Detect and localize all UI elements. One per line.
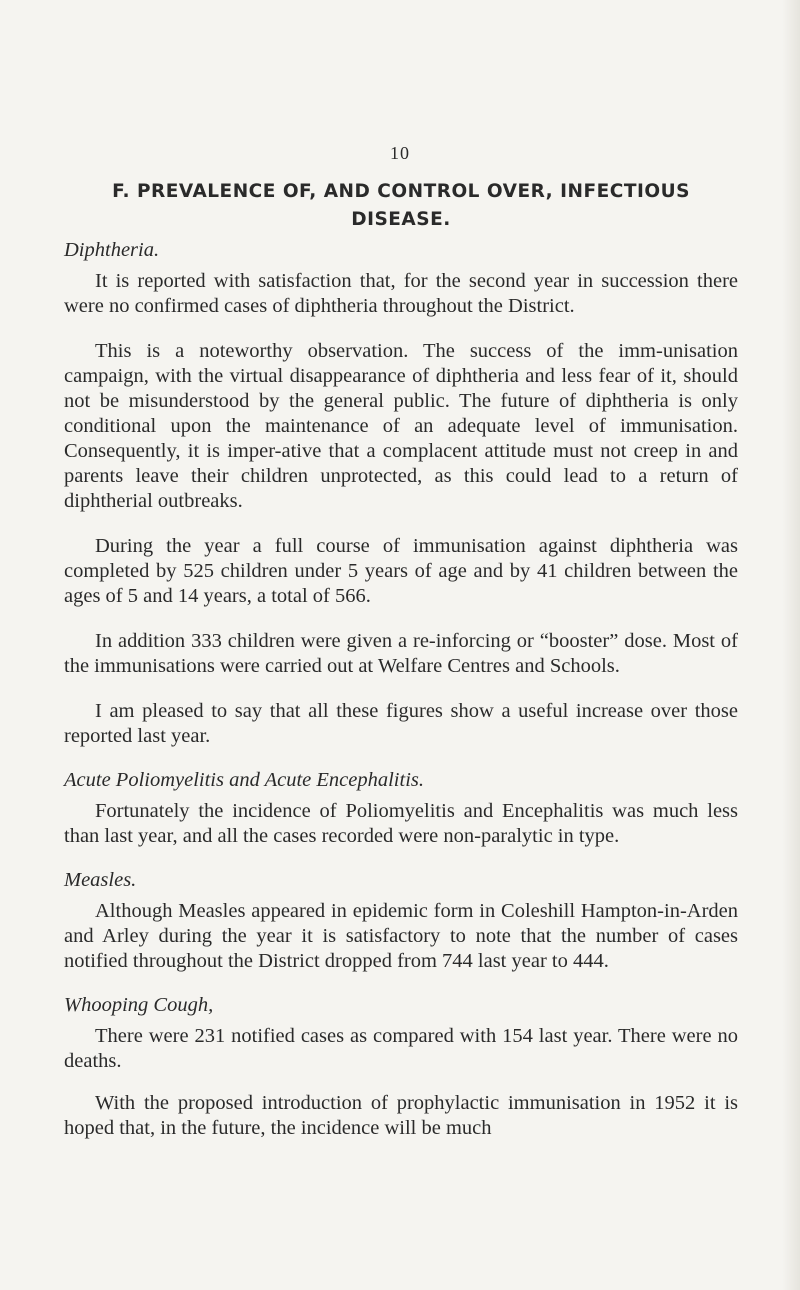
page-body — [64, 178, 738, 1161]
paragraph-poliomyelitis: Fortunately the incidence of Poliomyelitis and Encephalitis was much less than last year, and all the cases recorded were non-paralytic in type. — [64, 800, 738, 847]
paragraph-diphtheria-5: I am pleased to say that all these figures show a useful increase over those reported last year. — [64, 700, 738, 747]
paragraph-whooping-cough-2: With the proposed introduction of prophylactic immunisation in 1952 it is hoped that, in the future, the incidence will be much — [64, 1092, 738, 1139]
page-edge-shadow — [782, 0, 800, 1290]
paragraph-diphtheria-3: During the year a full course of immunisation against diphtheria was completed by 525 children under 5 years of age and by 41 children between the ages of 5 and 14 years, a total of 566. — [64, 535, 738, 607]
paragraph-measles: Although Measles appeared in epidemic form in Coleshill Hampton-in-Arden and Arley during the year it is satisfactory to note that the number of cases notified throughout the District dropped from 744 last year to 444. — [64, 900, 738, 972]
paragraph-whooping-cough-1: There were 231 notified cases as compared with 154 last year. There were no deaths. — [64, 1025, 738, 1072]
subheading-diphtheria: Diphtheria. — [64, 239, 160, 261]
subheading-measles: Measles. — [64, 869, 137, 891]
paragraph-diphtheria-1: It is reported with satisfaction that, for the second year in succession there were no confirmed cases of diphtheria throughout the District. — [64, 270, 738, 317]
subheading-poliomyelitis: Acute Poliomyelitis and Acute Encephalitis. — [64, 769, 424, 791]
paragraph-diphtheria-4: In addition 333 children were given a re-inforcing or “booster” dose. Most of the immunisations were carried out at Welfare Centres and Schools. — [64, 630, 738, 677]
paragraph-diphtheria-2: This is a noteworthy observation. The success of the imm-unisation campaign, with the virtual disappearance of diphtheria and less fear of it, should not be misunderstood by the general public. The future of diphtheria is only conditional upon the maintenance of an adequate level of immunisation. Consequently, it is imper-ative that a complacent attitude must not creep in and parents leave their children unprotected, as this could lead to a return of diphtherial outbreaks. — [64, 340, 738, 512]
subheading-whooping-cough: Whooping Cough, — [64, 994, 214, 1016]
section-heading: F. PREVALENCE OF, AND CONTROL OVER, INFECTIOUS DISEASE. — [112, 181, 690, 230]
page-number: 10 — [390, 143, 410, 163]
